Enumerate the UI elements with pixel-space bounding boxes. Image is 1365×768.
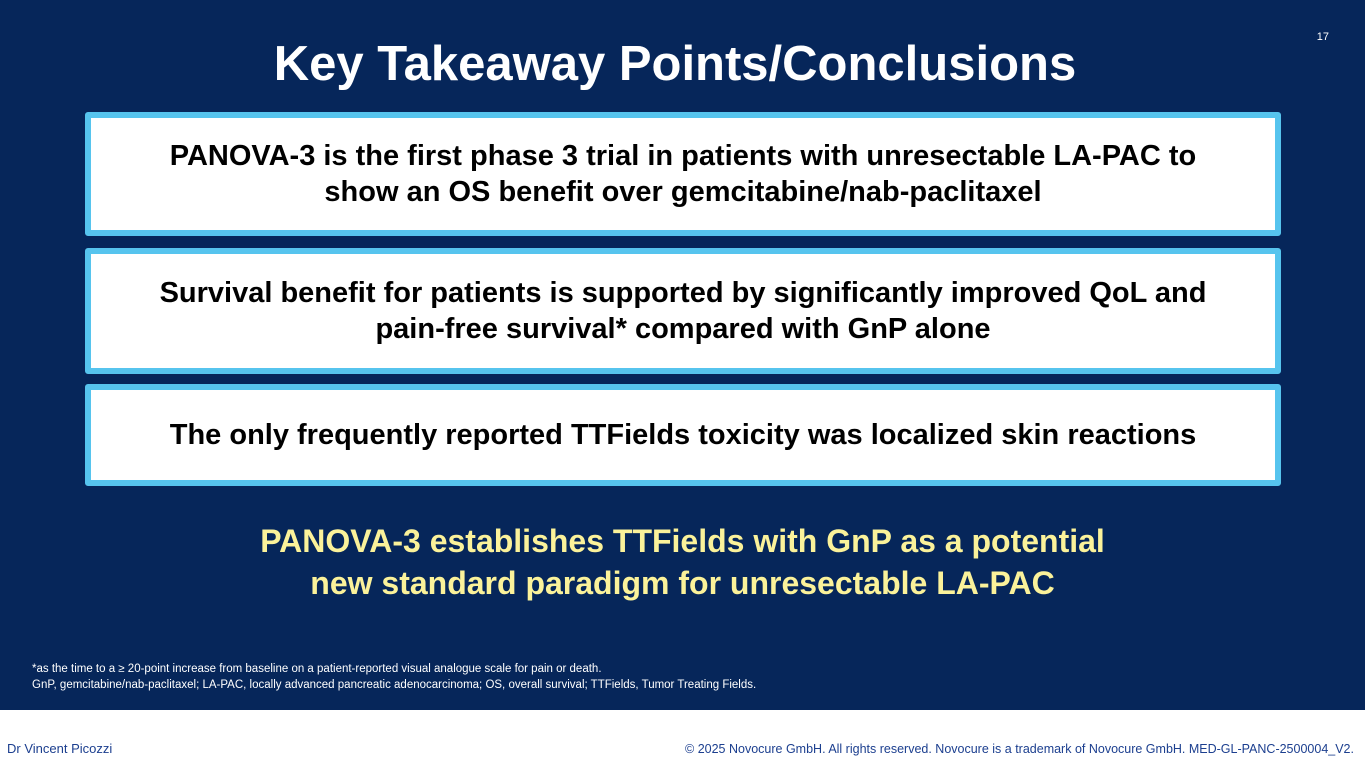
footnote-abbreviations: GnP, gemcitabine/nab-paclitaxel; LA-PAC, locally advanced pancreatic adenocarcinoma; OS, overall survival; TTFields, Tumor Treating Fields. bbox=[32, 679, 757, 691]
slide-title: Key Takeaway Points/Conclusions bbox=[273, 37, 1077, 91]
footnotes bbox=[32, 661, 756, 693]
copyright-notice: © 2025 Novocure GmbH. All rights reserved. Novocure is a trademark of Novocure GmbH. MED-GL-PANC-2500004_V2. bbox=[685, 742, 1354, 756]
conclusion-line-2: new standard paradigm for unresectable LA-PAC bbox=[310, 565, 1055, 601]
takeaway-box-1-line-1: PANOVA-3 is the first phase 3 trial in patients with unresectable LA-PAC to bbox=[169, 140, 1197, 172]
page-number: 17 bbox=[1316, 31, 1329, 43]
takeaway-box-2 bbox=[85, 248, 1281, 374]
footer bbox=[0, 710, 1365, 768]
takeaway-box-3 bbox=[85, 384, 1281, 486]
takeaway-box-2-line-1: Survival benefit for patients is supported by significantly improved QoL and bbox=[159, 277, 1207, 309]
takeaway-box-2-line-2: pain-free survival* compared with GnP alone bbox=[375, 313, 991, 345]
takeaway-box-3-line-1: The only frequently reported TTFields toxicity was localized skin reactions bbox=[169, 419, 1197, 451]
conclusion-line-1: PANOVA-3 establishes TTFields with GnP as a potential bbox=[260, 523, 1105, 559]
takeaway-box-1 bbox=[85, 112, 1281, 236]
conclusion-statement bbox=[0, 520, 1365, 604]
footnote-definition: *as the time to a ≥ 20-point increase from baseline on a patient-reported visual analogue scale for pain or death. bbox=[32, 663, 602, 675]
presenter-name: Dr Vincent Picozzi bbox=[7, 741, 113, 756]
takeaway-box-1-line-2: show an OS benefit over gemcitabine/nab-paclitaxel bbox=[324, 176, 1042, 208]
